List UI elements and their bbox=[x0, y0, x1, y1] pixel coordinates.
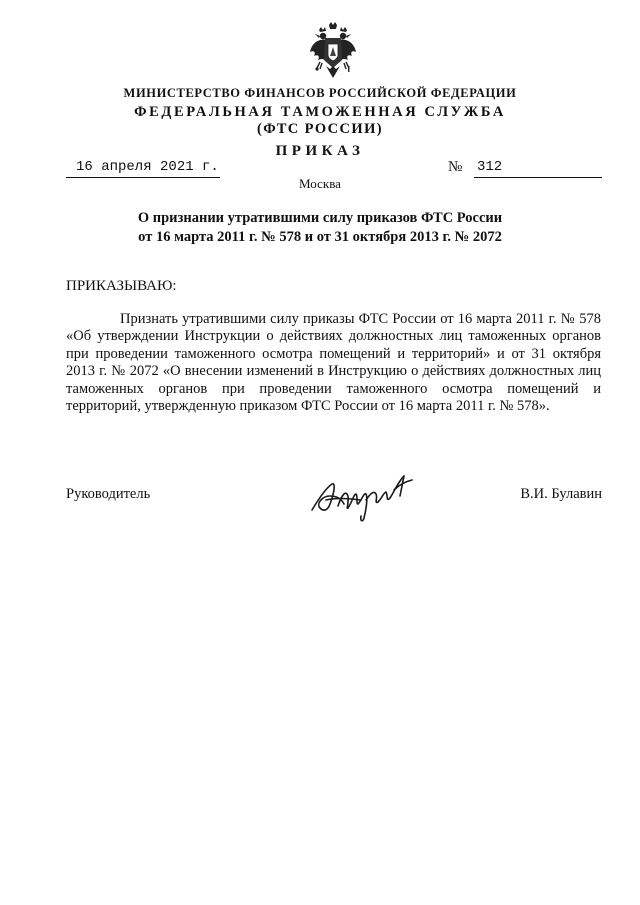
order-number-sign: № bbox=[448, 159, 463, 175]
ministry-name: МИНИСТЕРСТВО ФИНАНСОВ РОССИЙСКОЙ ФЕДЕРАЦИИ bbox=[123, 86, 517, 100]
coat-of-arms-icon bbox=[308, 22, 358, 80]
order-subject-line-2: от 16 марта 2011 г. № 578 и от 31 октября 2013 г. № 2072 bbox=[138, 229, 502, 245]
order-subject bbox=[80, 209, 560, 247]
order-date: 16 апреля 2021 г. bbox=[66, 159, 220, 178]
order-subject-line-1: О признании утратившими силу приказов ФТС России bbox=[137, 210, 503, 226]
signer-name: В.И. Булавин bbox=[520, 486, 602, 502]
order-city: Москва bbox=[299, 176, 341, 191]
order-number: 312 bbox=[474, 159, 602, 178]
service-abbreviation: (ФТС РОССИИ) bbox=[256, 121, 384, 137]
order-body-paragraph: Признать утратившими силу приказы ФТС России от 16 марта 2011 г. № 578 «Об утверждении Инструкции о действиях должностных лиц таможенных органов при проведении таможенного осмотра помещений и территорий» и от 31 октября 2013 г. № 2072 «О внесении изменений в Инструкцию о действиях должностных лиц таможенных органов при проведении таможенного осмотра помещений и территорий, утвержденную приказом ФТС России от 16 марта 2011 г. № 578». bbox=[66, 311, 601, 415]
document-type: ПРИКАЗ bbox=[275, 143, 365, 159]
directive: ПРИКАЗЫВАЮ: bbox=[66, 278, 177, 294]
service-name: ФЕДЕРАЛЬНАЯ ТАМОЖЕННАЯ СЛУЖБА bbox=[134, 104, 506, 120]
signature-icon bbox=[308, 470, 420, 526]
signer-title: Руководитель bbox=[66, 486, 151, 502]
